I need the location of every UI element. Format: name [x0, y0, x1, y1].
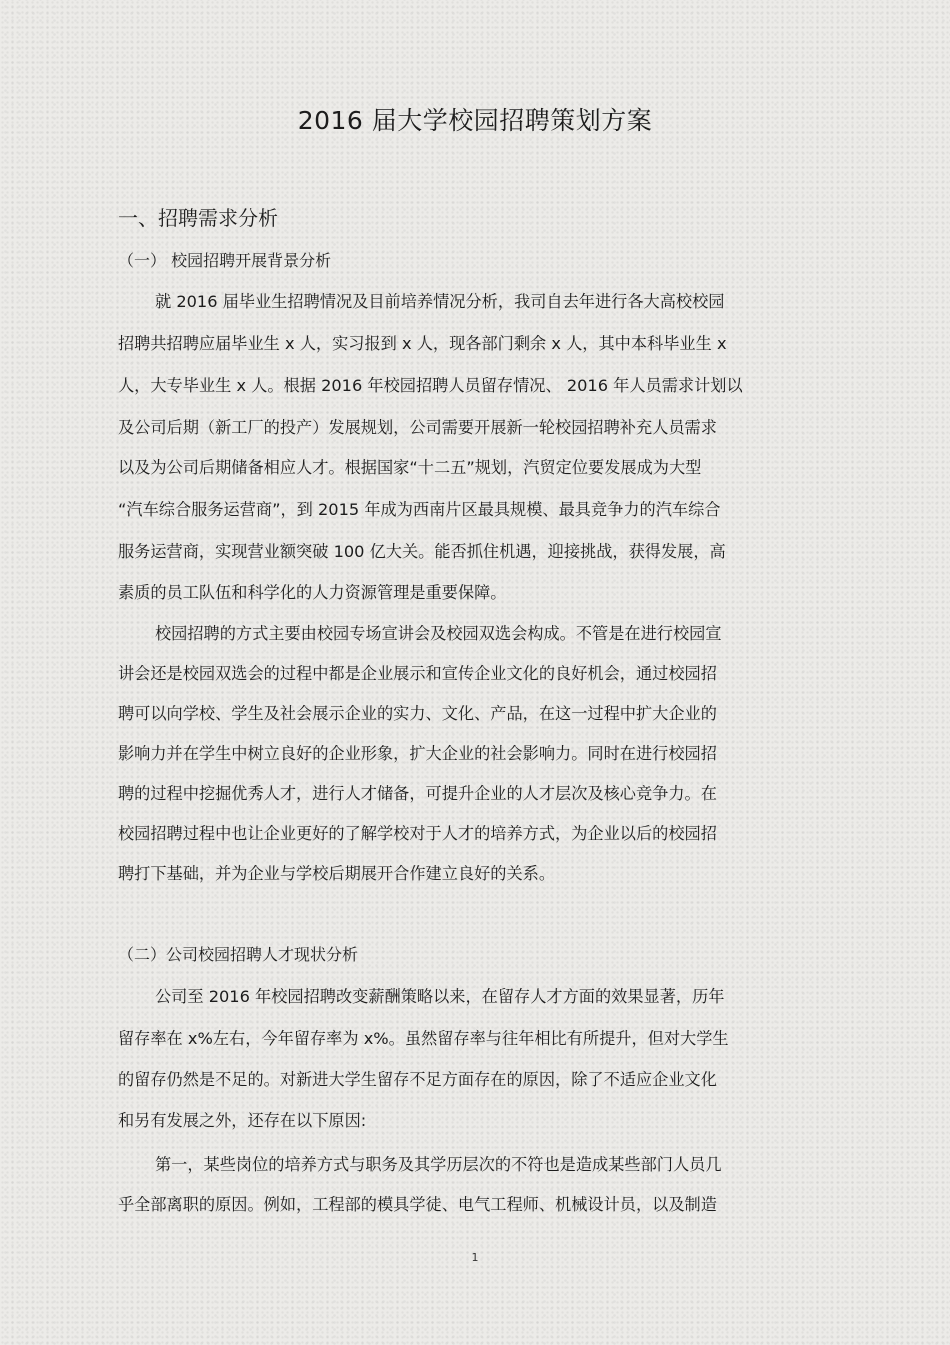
paragraph-line: 影响力并在学生中树立良好的企业形象，扩大企业的社会影响力。同时在进行校园招: [118, 744, 717, 763]
paragraph-line: 和另有发展之外，还存在以下原因:: [118, 1111, 367, 1130]
paragraph-line: 讲会还是校园双选会的过程中都是企业展示和宣传企业文化的良好机会，通过校园招: [118, 664, 717, 683]
paragraph-line: 乎全部离职的原因。例如，工程部的模具学徒、电气工程师、机械设计员，以及制造: [118, 1195, 717, 1214]
paragraph-line: 及公司后期（新工厂的投产）发展规划，公司需要开展新一轮校园招聘补充人员需求: [118, 418, 717, 437]
paragraph-line: 人，大专毕业生 x 人。根据 2016 年校园招聘人员留存情况、 2016 年人员需求计划以: [118, 376, 743, 395]
page-number: 1: [471, 1251, 479, 1264]
paragraph-line: 留存率在 x%左右，今年留存率为 x%。虽然留存率与往年相比有所提升，但对大学生: [118, 1029, 729, 1048]
subsection-heading-background: （一） 校园招聘开展背景分析: [118, 251, 332, 270]
paragraph-line: 就 2016 届毕业生招聘情况及目前培养情况分析，我司自去年进行各大高校校园: [155, 292, 725, 311]
paragraph-line: 校园招聘的方式主要由校园专场宣讲会及校园双选会构成。不管是在进行校园宣: [155, 624, 722, 643]
paragraph-line: 以及为公司后期储备相应人才。根据国家“十二五”规划，汽贸定位要发展成为大型: [118, 458, 702, 477]
paragraph-line: 素质的员工队伍和科学化的人力资源管理是重要保障。: [118, 583, 507, 602]
paragraph-line: 服务运营商，实现营业额突破 100 亿大关。能否抓住机遇，迎接挑战，获得发展，高: [118, 542, 726, 561]
document-title: 2016 届大学校园招聘策划方案: [297, 106, 653, 135]
paragraph-line: 聘打下基础，并为企业与学校后期展开合作建立良好的关系。: [118, 864, 556, 883]
paragraph-line: 的留存仍然是不足的。对新进大学生留存不足方面存在的原因，除了不适应企业文化: [118, 1070, 717, 1089]
paragraph-line: 招聘共招聘应届毕业生 x 人，实习报到 x 人，现各部门剩余 x 人，其中本科毕业生 x: [118, 334, 727, 353]
paragraph-line: 校园招聘过程中也让企业更好的了解学校对于人才的培养方式，为企业以后的校园招: [118, 824, 717, 843]
paragraph-line: 聘可以向学校、学生及社会展示企业的实力、文化、产品，在这一过程中扩大企业的: [118, 704, 717, 723]
paragraph-line: 聘的过程中挖掘优秀人才，进行人才储备，可提升企业的人才层次及核心竞争力。在: [118, 784, 717, 803]
paragraph-line: “汽车综合服务运营商”，到 2015 年成为西南片区最具规模、最具竞争力的汽车综合: [118, 500, 721, 519]
paragraph-line: 公司至 2016 年校园招聘改变薪酬策略以来，在留存人才方面的效果显著，历年: [155, 987, 725, 1006]
paragraph-line: 第一，某些岗位的培养方式与职务及其学历层次的不符也是造成某些部门人员几: [155, 1155, 722, 1174]
section-heading-demand-analysis: 一、招聘需求分析: [118, 206, 278, 230]
subsection-heading-talent-status: （二）公司校园招聘人才现状分析: [118, 945, 359, 964]
